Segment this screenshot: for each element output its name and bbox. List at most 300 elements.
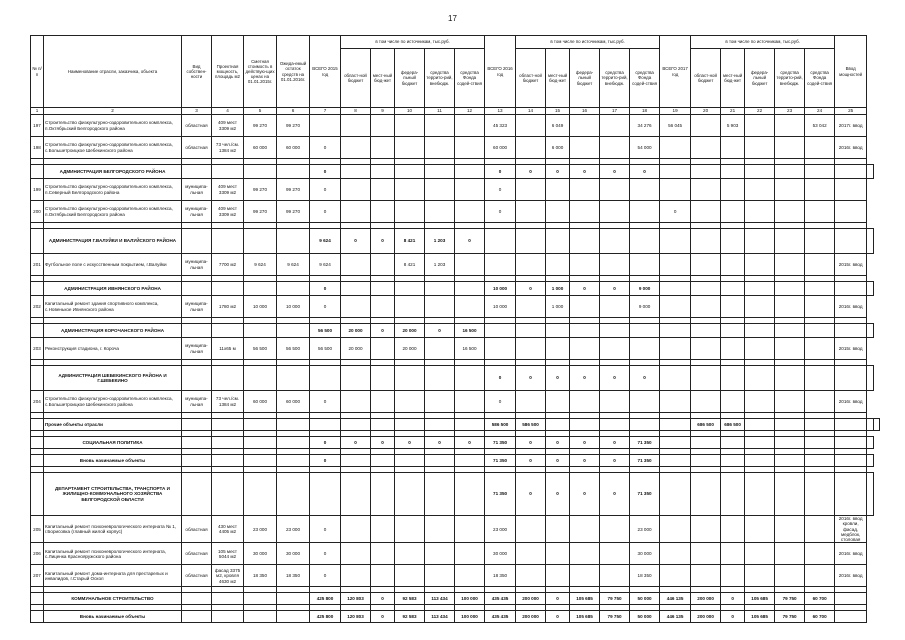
ownership-cell: муниципа-льная: [182, 201, 212, 223]
value-cell: [721, 324, 745, 338]
value-cell: 0: [546, 473, 570, 516]
value-cell: 45 323: [485, 115, 516, 137]
value-cell: [516, 516, 546, 543]
value-cell: [277, 366, 310, 391]
value-cell: 18 350: [244, 565, 277, 587]
value-cell: [600, 296, 630, 318]
value-cell: [721, 165, 745, 179]
value-cell: [775, 473, 805, 516]
value-cell: [721, 565, 745, 587]
object-name: Реконструкция стадиона, г. Короча: [44, 338, 182, 360]
value-cell: [277, 437, 310, 449]
value-cell: [691, 229, 721, 254]
object-name: Капитальный ремонт психоневрологического интерната, с.Лиценка Краснояружского района: [44, 543, 182, 565]
value-cell: 105 685: [570, 593, 600, 605]
column-number: 17: [600, 108, 630, 115]
object-name: Строительство физкультурно-оздоровительного комплекса, с.Большетроицкое Шебекинского района: [44, 137, 182, 159]
value-cell: 1 000: [546, 282, 570, 296]
value-cell: [395, 366, 425, 391]
value-cell: 0: [516, 366, 546, 391]
value-cell: [310, 473, 341, 516]
value-cell: 71 350: [630, 437, 660, 449]
summary-row: [31, 419, 880, 431]
value-cell: 0: [546, 437, 570, 449]
value-cell: [691, 296, 721, 318]
value-cell: [182, 437, 212, 449]
value-cell: 56 500: [310, 324, 341, 338]
header-remaining: Ожида-емый остаток средств на 01.01.2016г.: [277, 36, 310, 108]
value-cell: [805, 419, 835, 431]
column-number: 24: [805, 108, 835, 115]
value-cell: [691, 473, 721, 516]
value-cell: 79 750: [600, 611, 630, 623]
table-row: [31, 516, 880, 543]
investment-program-table: [30, 35, 880, 623]
value-cell: [371, 115, 395, 137]
value-cell: [630, 254, 660, 276]
value-cell: 100 000: [455, 611, 485, 623]
value-cell: 71 350: [485, 473, 516, 516]
value-cell: 99 270: [277, 179, 310, 201]
value-cell: [546, 229, 570, 254]
value-cell: [660, 455, 691, 467]
value-cell: 71 350: [485, 455, 516, 467]
value-cell: 0: [630, 366, 660, 391]
row-number: 200: [31, 201, 44, 223]
value-cell: [630, 419, 660, 431]
column-number: 11: [425, 108, 455, 115]
value-cell: 8 421: [395, 229, 425, 254]
column-number: 19: [660, 108, 691, 115]
value-cell: [660, 516, 691, 543]
value-cell: [277, 282, 310, 296]
value-cell: [182, 455, 212, 467]
value-cell: 113 434: [425, 611, 455, 623]
column-number: 5: [244, 108, 277, 115]
value-cell: 0: [310, 165, 341, 179]
value-cell: [835, 229, 867, 254]
value-cell: [691, 516, 721, 543]
header-src-territorial: средства террито-рий, внебюдж.: [600, 49, 630, 108]
column-number: 14: [516, 108, 546, 115]
value-cell: [691, 543, 721, 565]
value-cell: 200 000: [516, 611, 546, 623]
value-cell: [745, 437, 775, 449]
value-cell: [570, 201, 600, 223]
value-cell: 6 000: [546, 137, 570, 159]
value-cell: 23 000: [277, 516, 310, 543]
row-number: [31, 324, 44, 338]
value-cell: [630, 391, 660, 413]
column-number: 3: [182, 108, 212, 115]
object-name: Строительство физкультурно-оздоровительного комплекса, с.Большетроицкое Шебекинского района: [44, 391, 182, 413]
value-cell: [600, 201, 630, 223]
value-cell: [660, 543, 691, 565]
header-src-territorial: средства террито-рий, внебюдж.: [425, 49, 455, 108]
value-cell: [425, 516, 455, 543]
value-cell: 0: [485, 391, 516, 413]
header-src-regional: област-ной бюджет: [516, 49, 546, 108]
value-cell: 0: [310, 565, 341, 587]
value-cell: [455, 137, 485, 159]
value-cell: 23 000: [630, 516, 660, 543]
value-cell: [775, 165, 805, 179]
value-cell: 71 350: [630, 473, 660, 516]
value-cell: [691, 366, 721, 391]
value-cell: 105 685: [570, 611, 600, 623]
value-cell: [600, 324, 630, 338]
value-cell: [425, 391, 455, 413]
value-cell: 586 500: [516, 419, 546, 431]
value-cell: [277, 419, 310, 431]
row-number: 202: [31, 296, 44, 318]
capacity-cell: 1780 м2: [212, 296, 244, 318]
value-cell: [570, 137, 600, 159]
value-cell: 0: [600, 366, 630, 391]
value-cell: [395, 473, 425, 516]
header-src-territorial: средства террито-рий, внебюдж.: [775, 49, 805, 108]
value-cell: [485, 254, 516, 276]
value-cell: [775, 137, 805, 159]
value-cell: 79 750: [600, 593, 630, 605]
value-cell: 0: [721, 593, 745, 605]
object-name: Футбольное поле с искусственным покрытием, г.Валуйки: [44, 254, 182, 276]
column-number: 13: [485, 108, 516, 115]
row-number: [31, 455, 44, 467]
table-row: [31, 391, 880, 413]
value-cell: [182, 282, 212, 296]
value-cell: [867, 455, 873, 467]
value-cell: [485, 338, 516, 360]
value-cell: [212, 593, 244, 605]
value-cell: [721, 296, 745, 318]
value-cell: [775, 455, 805, 467]
value-cell: [244, 455, 277, 467]
value-cell: [721, 473, 745, 516]
value-cell: 9 000: [630, 296, 660, 318]
value-cell: [546, 254, 570, 276]
commissioning-cell: 2016г. ввод: [835, 137, 867, 159]
value-cell: [570, 179, 600, 201]
value-cell: [516, 115, 546, 137]
value-cell: [212, 324, 244, 338]
table-row: [31, 137, 880, 159]
value-cell: [805, 473, 835, 516]
value-cell: [546, 516, 570, 543]
commissioning-cell: 2015г. ввод: [835, 254, 867, 276]
row-number: 197: [31, 115, 44, 137]
value-cell: [455, 419, 485, 431]
value-cell: [660, 565, 691, 587]
value-cell: [660, 473, 691, 516]
section-title: АДМИНИСТРАЦИЯ КОРОЧАНСКОГО РАЙОНА: [44, 324, 182, 338]
value-cell: 30 000: [630, 543, 660, 565]
value-cell: 16 500: [455, 338, 485, 360]
value-cell: [395, 115, 425, 137]
value-cell: [660, 137, 691, 159]
value-cell: 0: [310, 391, 341, 413]
capacity-cell: 409 мест 3309 м2: [212, 115, 244, 137]
column-number: 23: [775, 108, 805, 115]
value-cell: 120 803: [341, 593, 371, 605]
value-cell: [341, 201, 371, 223]
value-cell: [775, 437, 805, 449]
row-number: [31, 229, 44, 254]
value-cell: [805, 338, 835, 360]
value-cell: [691, 115, 721, 137]
value-cell: [867, 473, 873, 516]
value-cell: [516, 565, 546, 587]
value-cell: [212, 419, 244, 431]
value-cell: [244, 324, 277, 338]
value-cell: [805, 516, 835, 543]
value-cell: 18 350: [630, 565, 660, 587]
value-cell: [745, 324, 775, 338]
value-cell: [455, 201, 485, 223]
value-cell: [721, 229, 745, 254]
value-cell: 9 624: [244, 254, 277, 276]
value-cell: [570, 543, 600, 565]
value-cell: [455, 391, 485, 413]
value-cell: 0: [570, 473, 600, 516]
value-cell: [212, 437, 244, 449]
value-cell: [660, 296, 691, 318]
value-cell: 0: [310, 179, 341, 201]
value-cell: [425, 455, 455, 467]
value-cell: 0: [310, 543, 341, 565]
value-cell: 0: [516, 473, 546, 516]
value-cell: [212, 229, 244, 254]
value-cell: [277, 324, 310, 338]
value-cell: [721, 137, 745, 159]
value-cell: [182, 324, 212, 338]
value-cell: [455, 179, 485, 201]
value-cell: 0: [310, 201, 341, 223]
value-cell: [570, 391, 600, 413]
value-cell: [721, 254, 745, 276]
row-number: [31, 282, 44, 296]
section-title: СОЦИАЛЬНАЯ ПОЛИТИКА: [44, 437, 182, 449]
value-cell: [775, 254, 805, 276]
ownership-cell: муниципа-льная: [182, 391, 212, 413]
section-title: ДЕПАРТАМЕНТ СТРОИТЕЛЬСТВА, ТРАНСПОРТА И ЖИЛИЩНО-КОММУНАЛЬНОГО ХОЗЯЙСТВА БЕЛГОРОДСКОЙ ОБЛАСТИ: [44, 473, 182, 516]
value-cell: [244, 282, 277, 296]
value-cell: [691, 282, 721, 296]
value-cell: 0: [310, 455, 341, 467]
value-cell: [277, 473, 310, 516]
value-cell: [600, 565, 630, 587]
value-cell: 0: [570, 282, 600, 296]
commissioning-cell: 2016г. ввод: [835, 391, 867, 413]
value-cell: [867, 229, 873, 254]
value-cell: [867, 282, 873, 296]
value-cell: 9 624: [310, 254, 341, 276]
row-number: 201: [31, 254, 44, 276]
value-cell: [455, 165, 485, 179]
value-cell: [691, 437, 721, 449]
value-cell: [371, 473, 395, 516]
row-number: [31, 165, 44, 179]
value-cell: [516, 229, 546, 254]
value-cell: [745, 543, 775, 565]
value-cell: 99 270: [244, 179, 277, 201]
row-number: [31, 593, 44, 605]
value-cell: [182, 593, 212, 605]
value-cell: 0: [371, 611, 395, 623]
value-cell: [805, 366, 835, 391]
object-name: Строительство физкультурно-оздоровительного комплекса, п.Октябрьский Белгородского района: [44, 201, 182, 223]
value-cell: [371, 296, 395, 318]
value-cell: 446 135: [660, 593, 691, 605]
value-cell: [455, 254, 485, 276]
value-cell: [805, 229, 835, 254]
value-cell: [745, 338, 775, 360]
value-cell: [425, 201, 455, 223]
header-src-federal: федера-льный бюджет: [395, 49, 425, 108]
value-cell: [721, 516, 745, 543]
value-cell: [212, 165, 244, 179]
value-cell: 0: [570, 437, 600, 449]
value-cell: [244, 229, 277, 254]
value-cell: [425, 366, 455, 391]
ownership-cell: муниципа-льная: [182, 179, 212, 201]
value-cell: 0: [600, 437, 630, 449]
table-row: [31, 338, 880, 360]
value-cell: [805, 324, 835, 338]
value-cell: [835, 282, 867, 296]
value-cell: [775, 338, 805, 360]
value-cell: [341, 366, 371, 391]
value-cell: [371, 338, 395, 360]
value-cell: [835, 611, 867, 623]
value-cell: [721, 543, 745, 565]
value-cell: [570, 324, 600, 338]
value-cell: [721, 437, 745, 449]
header-src-regional: област-ной бюджет: [341, 49, 371, 108]
column-number-row: [31, 108, 880, 115]
value-cell: [805, 296, 835, 318]
value-cell: [745, 115, 775, 137]
value-cell: 20 000: [395, 324, 425, 338]
row-number: [31, 437, 44, 449]
value-cell: 0: [341, 229, 371, 254]
value-cell: [691, 338, 721, 360]
value-cell: 0: [516, 437, 546, 449]
value-cell: [455, 455, 485, 467]
value-cell: [310, 115, 341, 137]
value-cell: [310, 419, 341, 431]
value-cell: [341, 296, 371, 318]
value-cell: 60 000: [244, 137, 277, 159]
value-cell: [660, 437, 691, 449]
value-cell: [244, 437, 277, 449]
value-cell: [775, 282, 805, 296]
column-number: 25: [835, 108, 867, 115]
value-cell: 0: [425, 437, 455, 449]
value-cell: [182, 366, 212, 391]
value-cell: [600, 179, 630, 201]
value-cell: [600, 229, 630, 254]
header-src-fund: средства Фонда содей-ствия: [805, 49, 835, 108]
value-cell: [835, 419, 867, 431]
value-cell: 0: [371, 324, 395, 338]
table-row: [31, 565, 880, 587]
value-cell: [745, 296, 775, 318]
value-cell: [341, 565, 371, 587]
value-cell: [371, 391, 395, 413]
value-cell: [721, 201, 745, 223]
header-src-federal: федера-льный бюджет: [745, 49, 775, 108]
value-cell: 0: [455, 437, 485, 449]
value-cell: [691, 179, 721, 201]
value-cell: [691, 137, 721, 159]
value-cell: [341, 455, 371, 467]
value-cell: 30 000: [277, 543, 310, 565]
value-cell: 0: [546, 366, 570, 391]
section-row: [31, 324, 880, 338]
value-cell: 30 000: [485, 543, 516, 565]
value-cell: [310, 366, 341, 391]
value-cell: [371, 516, 395, 543]
value-cell: 0: [660, 201, 691, 223]
capacity-cell: 11х65 м: [212, 338, 244, 360]
value-cell: [691, 201, 721, 223]
object-name: Капитальный ремонт здания спортивного комплекса, с.Новенькое Ивнянского района: [44, 296, 182, 318]
value-cell: 23 000: [485, 516, 516, 543]
section-title: АДМИНИСТРАЦИЯ ШЕБЕКИНСКОГО РАЙОНА И Г.ШЕБЕКИНО: [44, 366, 182, 391]
value-cell: [745, 201, 775, 223]
value-cell: [371, 419, 395, 431]
summary-row: [31, 593, 880, 605]
value-cell: [425, 473, 455, 516]
value-cell: [745, 229, 775, 254]
value-cell: [721, 455, 745, 467]
row-number: [31, 419, 44, 431]
value-cell: [516, 137, 546, 159]
ownership-cell: областная: [182, 137, 212, 159]
value-cell: [745, 516, 775, 543]
header-sources-2017: в том числе по источникам, тыс.руб.: [691, 36, 835, 49]
value-cell: 120 803: [341, 611, 371, 623]
value-cell: [425, 419, 455, 431]
value-cell: [600, 137, 630, 159]
value-cell: 425 800: [310, 611, 341, 623]
value-cell: [775, 324, 805, 338]
section-title: АДМИНИСТРАЦИЯ Г.ВАЛУЙКИ И ВАЛУЙСКОГО РАЙОНА: [44, 229, 182, 254]
object-name: Капитальный ремонт дома-интерната для престарелых и инвалидов, г.Старый Оскол: [44, 565, 182, 587]
value-cell: [516, 391, 546, 413]
value-cell: [395, 179, 425, 201]
value-cell: [570, 565, 600, 587]
value-cell: 99 270: [244, 115, 277, 137]
value-cell: [630, 324, 660, 338]
value-cell: [425, 565, 455, 587]
value-cell: [600, 115, 630, 137]
value-cell: [546, 201, 570, 223]
value-cell: [371, 137, 395, 159]
value-cell: 1 203: [425, 254, 455, 276]
value-cell: [516, 296, 546, 318]
value-cell: 200 000: [691, 593, 721, 605]
value-cell: [775, 366, 805, 391]
value-cell: [805, 565, 835, 587]
value-cell: [805, 455, 835, 467]
value-cell: 113 434: [425, 593, 455, 605]
value-cell: [660, 229, 691, 254]
value-cell: [425, 165, 455, 179]
value-cell: [835, 437, 867, 449]
table-row: [31, 543, 880, 565]
